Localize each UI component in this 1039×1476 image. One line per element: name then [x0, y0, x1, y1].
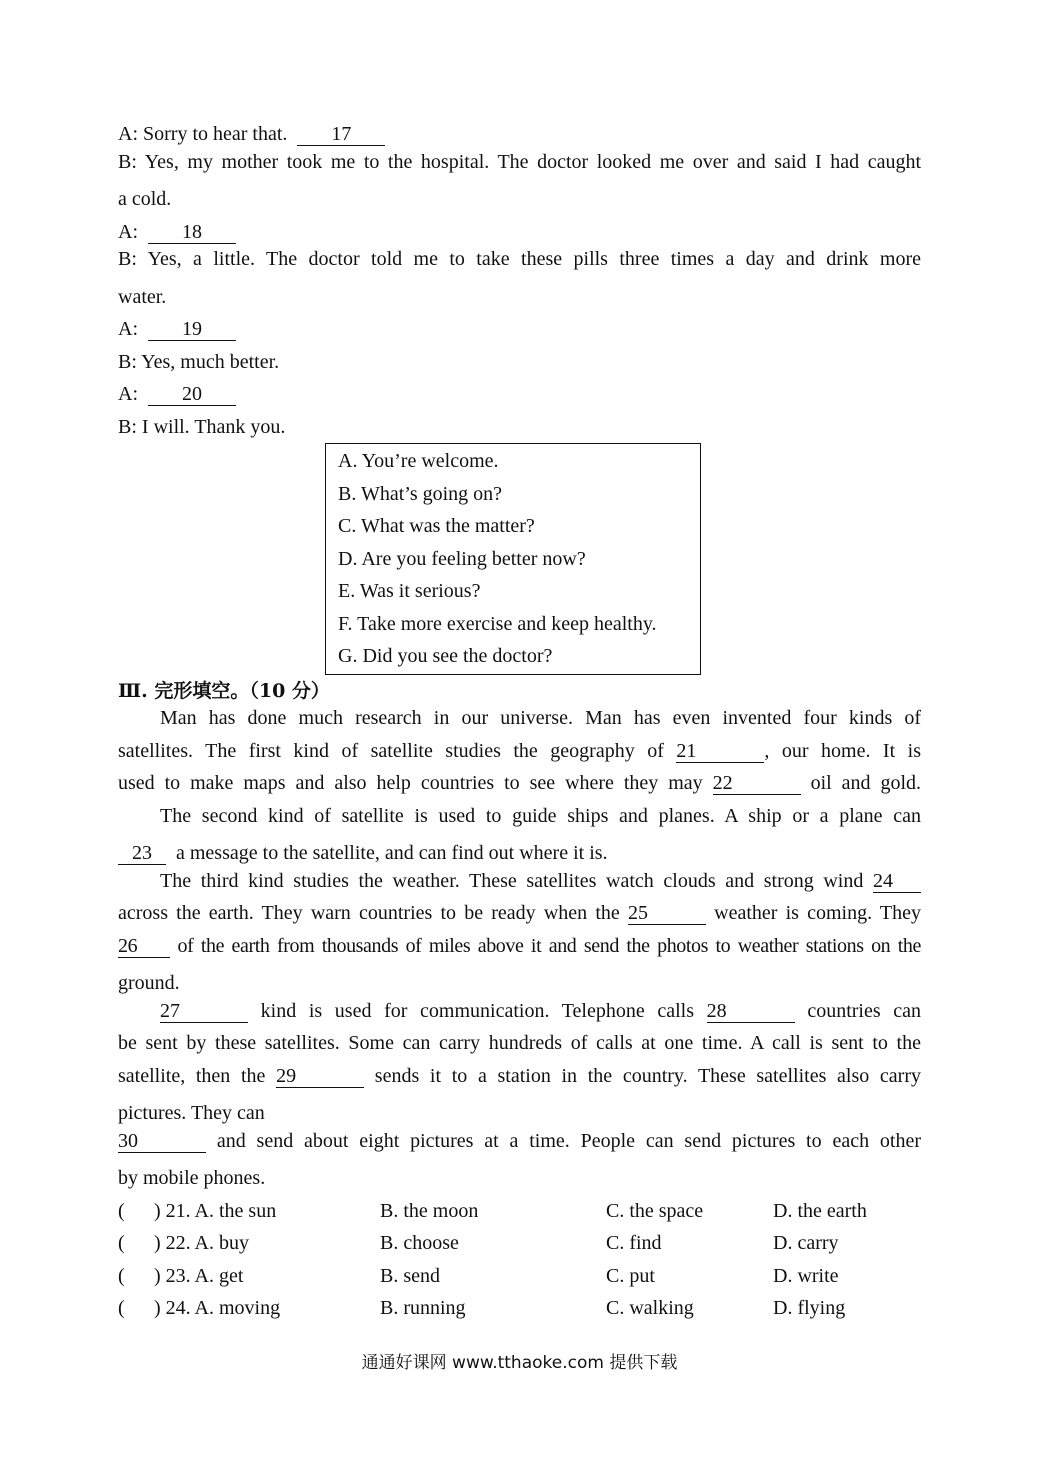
blank-19: 19: [148, 318, 236, 341]
blank-27: 27: [160, 1000, 248, 1023]
dialogue-text: Yes, much better.: [141, 350, 280, 373]
blank-18: 18: [148, 221, 236, 244]
passage-text: sends it to a station in the country. These satellites also carry: [374, 1064, 921, 1087]
answer-paren: (: [118, 1264, 125, 1287]
worksheet-page: [118, 118, 921, 1325]
dialogue-line: [118, 118, 921, 151]
answer-paren: (: [118, 1199, 125, 1222]
blank-24: 24: [873, 870, 921, 893]
speaker: B:: [118, 248, 137, 270]
dialogue-line: [118, 411, 921, 444]
question-option-b: B. choose: [380, 1232, 459, 1254]
dialogue-text: Yes, a little. The doctor told me to take these pills three times a day and drink more: [147, 248, 921, 270]
blank-25: 25: [628, 902, 706, 925]
option-d: D. Are you feeling better now?: [338, 547, 586, 570]
option-e: E. Was it serious?: [338, 580, 481, 602]
question-option-a: ) 24. A. moving: [154, 1297, 281, 1319]
question-option-d: D. write: [773, 1264, 839, 1287]
speaker: A:: [118, 318, 138, 340]
passage-line: [118, 740, 921, 773]
question-option-c: C. walking: [606, 1297, 694, 1319]
passage-line: [118, 772, 921, 805]
dialogue-line: [118, 248, 921, 281]
option-a: A. You’re welcome.: [338, 450, 499, 472]
speaker: A:: [118, 220, 138, 243]
question-option-d: D. the earth: [773, 1199, 867, 1222]
speaker: B:: [118, 150, 137, 173]
blank-26: 26: [118, 935, 170, 958]
passage-line: [118, 1000, 921, 1033]
option-f: F. Take more exercise and keep healthy.: [338, 612, 657, 635]
page-footer: 通通好课网 www.tthaoke.com 提供下载: [361, 1353, 678, 1373]
dialogue-text-cont: a cold.: [118, 188, 172, 210]
question-row: [118, 1195, 921, 1228]
passage-text: satellites. The first kind of satellite studies the geography of: [118, 739, 664, 762]
question-option-c: C. put: [606, 1264, 655, 1287]
passage-text: used to make maps and also help countries to see where they may: [118, 772, 703, 794]
passage-text: , our home. It is: [764, 739, 921, 762]
dialogue-line: [118, 346, 921, 379]
passage-text: oil and gold.: [810, 772, 921, 794]
option-b: B. What’s going on?: [338, 482, 503, 505]
blank-21: 21: [676, 740, 764, 763]
speaker: B:: [118, 415, 137, 438]
dialogue-text: I will. Thank you.: [141, 415, 286, 438]
blank-20: 20: [148, 383, 236, 406]
passage-text: countries can: [807, 999, 921, 1022]
option-c: C. What was the matter?: [338, 515, 535, 537]
dialogue-text: Sorry to hear that.: [143, 123, 288, 145]
question-option-b: B. the moon: [380, 1199, 479, 1222]
question-row: [118, 1227, 921, 1260]
question-option-c: C. find: [606, 1232, 662, 1254]
passage-line: [118, 1130, 921, 1163]
blank-17: 17: [297, 123, 385, 146]
question-option-a: ) 23. A. get: [154, 1264, 244, 1287]
question-option-d: D. flying: [773, 1297, 846, 1319]
passage-line: pictures. They can: [118, 1102, 265, 1124]
dialogue-line: [118, 151, 921, 184]
blank-22: 22: [713, 772, 801, 795]
section-title: Ⅲ. 完形填空。（10 分）: [118, 679, 330, 702]
passage-text: kind is used for communication. Telephone calls: [260, 999, 695, 1022]
answer-paren: (: [118, 1297, 125, 1319]
passage-line: [118, 935, 921, 968]
question-option-a: ) 21. A. the sun: [154, 1199, 277, 1222]
dialogue-text-cont: water.: [118, 285, 167, 308]
passage-line: Man has done much research in our universe. Man has even invented four kinds of: [160, 707, 921, 729]
dialogue-line: [118, 378, 921, 411]
passage-text: satellite, then the: [118, 1064, 266, 1087]
dialogue-line: [118, 313, 921, 346]
blank-28: 28: [707, 1000, 795, 1023]
speaker: A:: [118, 123, 138, 145]
blank-30: 30: [118, 1130, 206, 1153]
passage-line: be sent by these satellites. Some can carry hundreds of calls at one time. A call is sent to the: [118, 1032, 921, 1054]
blank-23: 23: [118, 842, 166, 865]
dialogue-line: [118, 216, 921, 249]
option-g: G. Did you see the doctor?: [338, 645, 553, 667]
passage-line: ground.: [118, 972, 180, 994]
passage-text: The third kind studies the weather. These satellites watch clouds and strong wind: [160, 869, 864, 892]
speaker: A:: [118, 383, 138, 405]
passage-line: [118, 870, 921, 903]
options-box: [325, 443, 701, 675]
blank-29: 29: [276, 1065, 364, 1088]
question-option-b: B. running: [380, 1297, 466, 1319]
answer-paren: (: [118, 1232, 125, 1254]
passage-line: [118, 902, 921, 935]
passage-line: [118, 837, 921, 870]
question-option-a: ) 22. A. buy: [154, 1232, 249, 1254]
passage-line: The second kind of satellite is used to guide ships and planes. A ship or a plane can: [160, 804, 921, 827]
question-option-b: B. send: [380, 1264, 440, 1287]
passage-text: a message to the satellite, and can find out where it is.: [176, 842, 608, 864]
dialogue-text: Yes, my mother took me to the hospital. The doctor looked me over and said I had caught: [144, 150, 921, 173]
passage-text: weather is coming. They: [714, 902, 921, 924]
speaker: B:: [118, 350, 137, 373]
question-option-d: D. carry: [773, 1232, 839, 1254]
question-row: [118, 1260, 921, 1293]
passage-text: across the earth. They warn countries to be ready when the: [118, 902, 620, 924]
question-option-c: C. the space: [606, 1199, 704, 1222]
question-row: [118, 1292, 921, 1325]
passage-line: [118, 1065, 921, 1098]
passage-text: and send about eight pictures at a time. People can send pictures to each other: [216, 1129, 921, 1152]
passage-line: by mobile phones.: [118, 1167, 266, 1189]
passage-text: of the earth from thousands of miles above it and send the photos to weather stations on the: [177, 934, 921, 957]
